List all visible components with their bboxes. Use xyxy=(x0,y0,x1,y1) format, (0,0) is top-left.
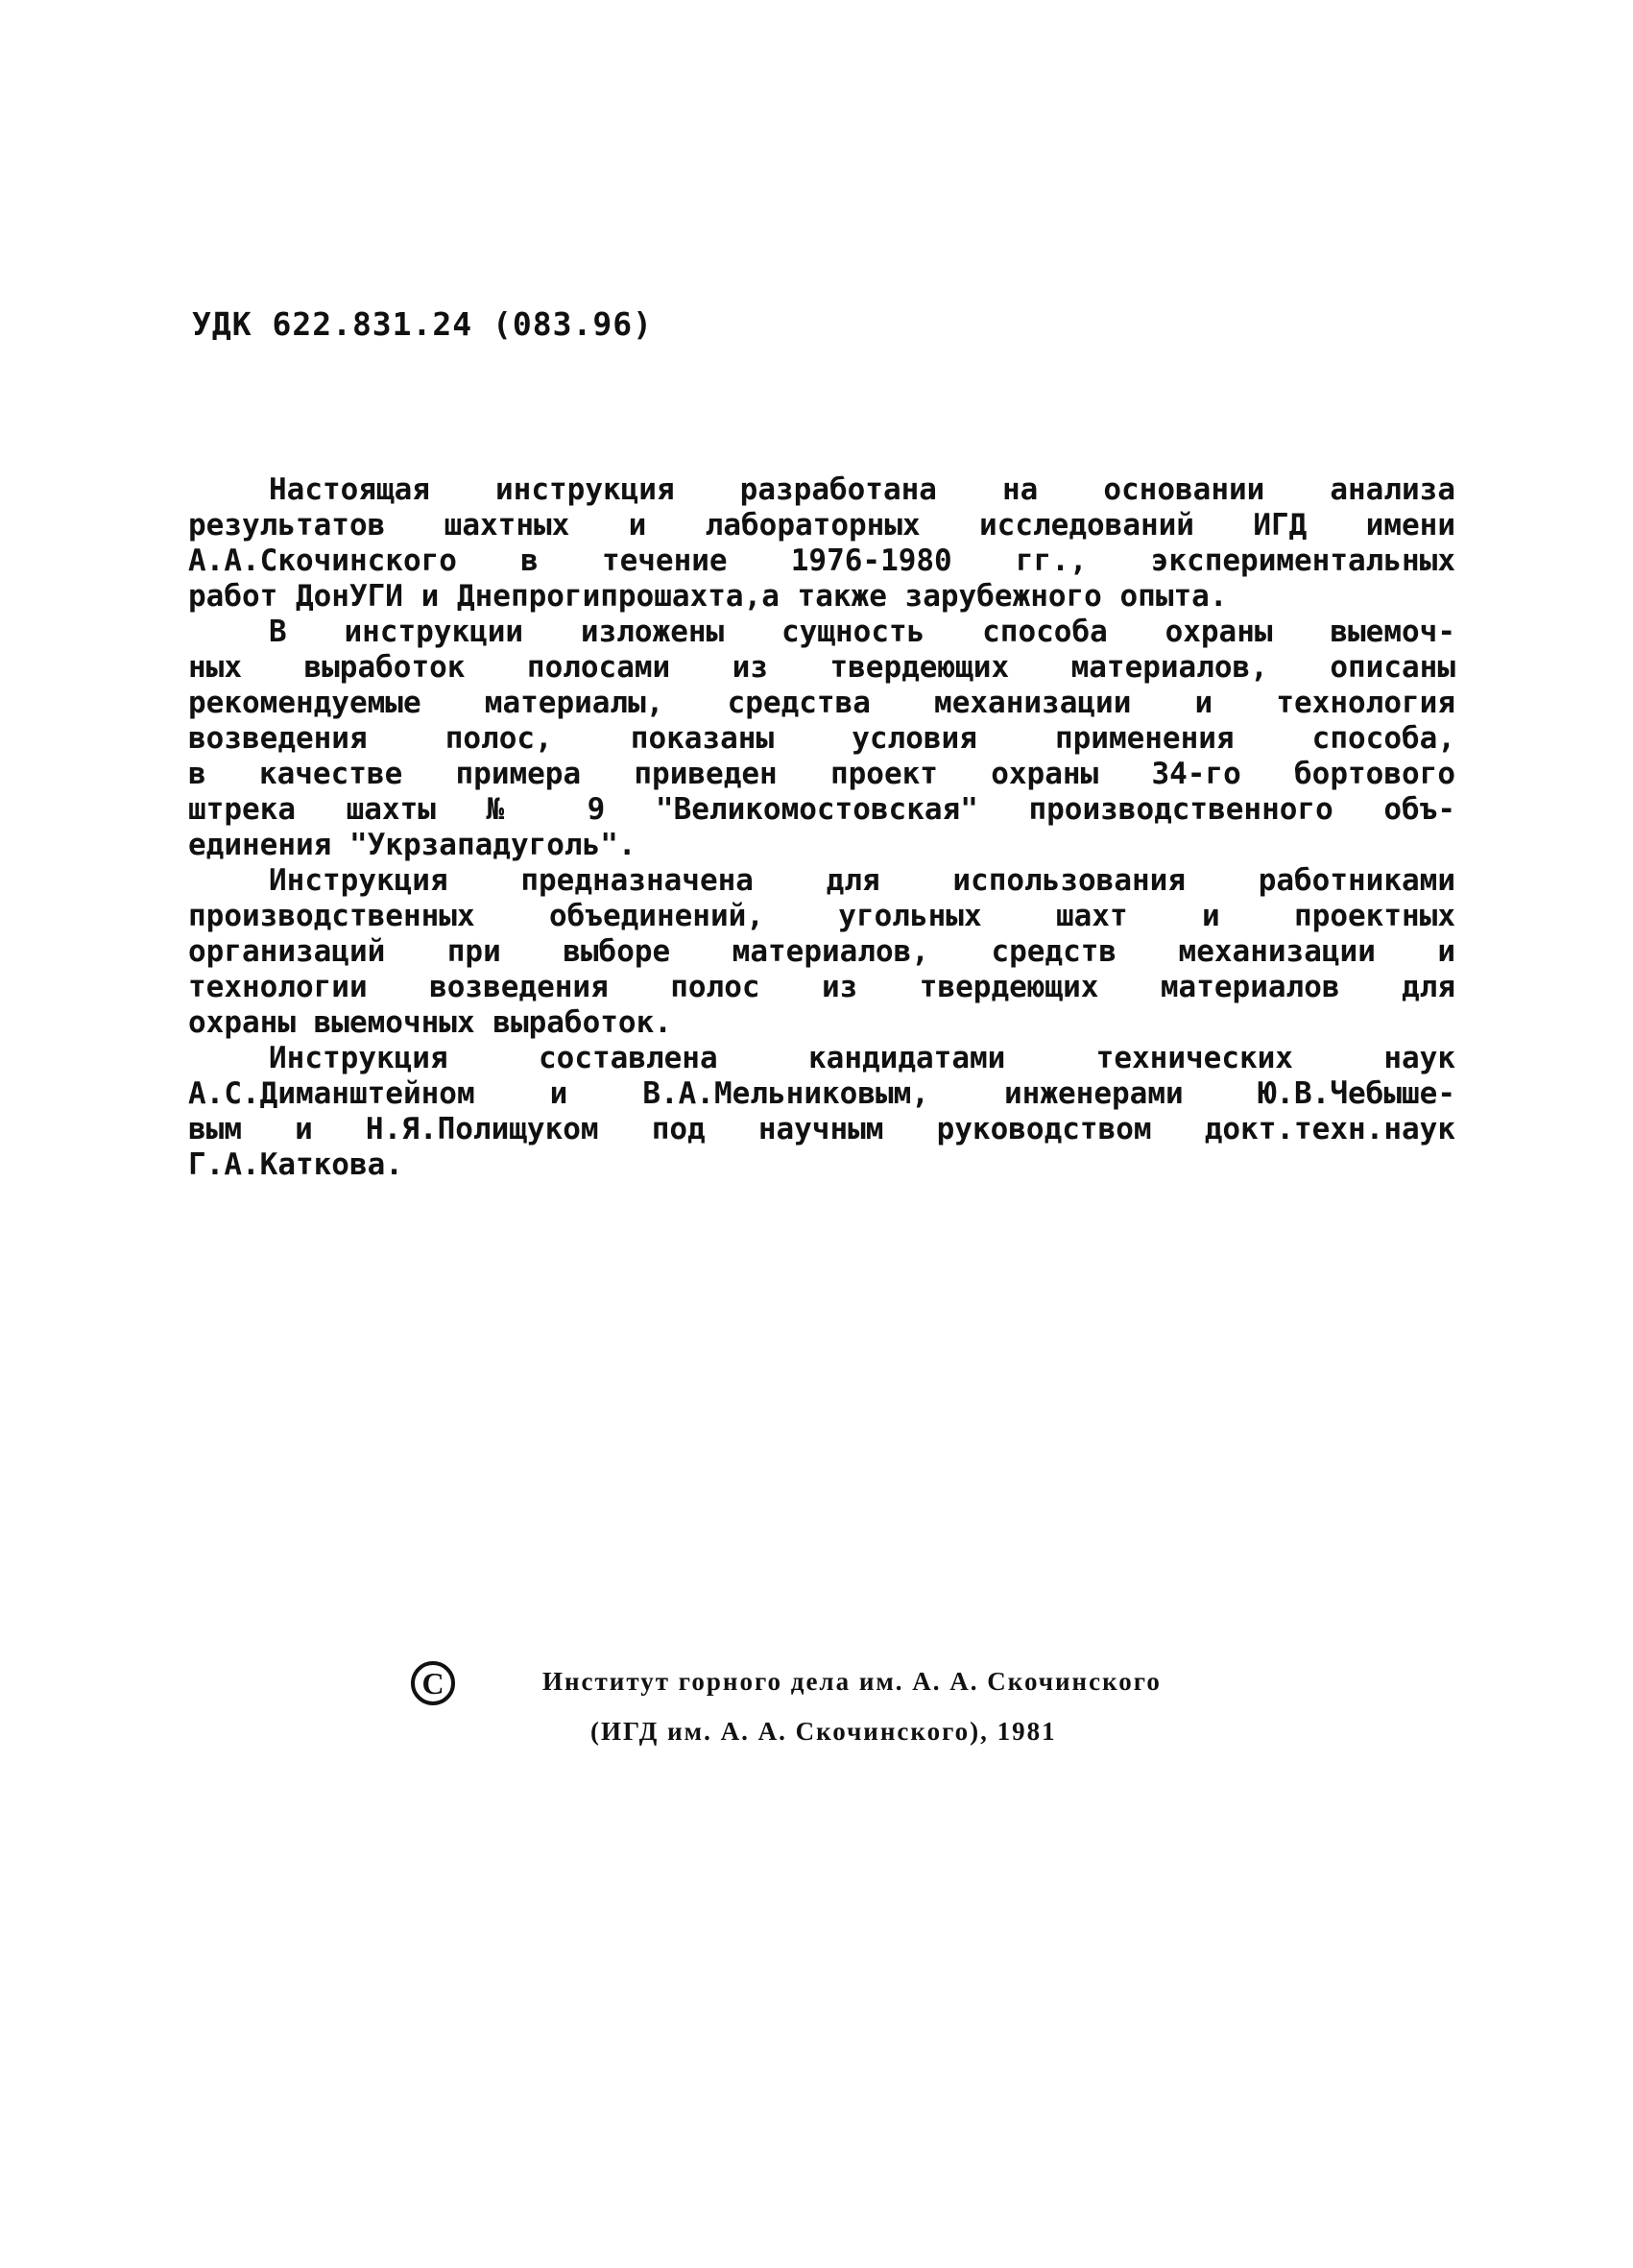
abstract-line: рекомендуемые материалы, средства механизации и технология xyxy=(188,686,1455,720)
abstract-line: вым и Н.Я.Полищуком под научным руководством докт.техн.наук xyxy=(188,1112,1455,1146)
abstract-text xyxy=(188,472,1455,1183)
abstract-line: работ ДонУГИ и Днепрогипрошахта,а также зарубежного опыта. xyxy=(188,579,1228,614)
abstract-line: Инструкция составлена кандидатами технических наук xyxy=(269,1041,1455,1075)
copyright-publisher: Институт горного дела им. А. А. Скочинского xyxy=(542,1667,1162,1696)
abstract-line: технологии возведения полос из твердеющих материалов для xyxy=(188,970,1455,1004)
abstract-line: штрека шахты № 9 "Великомостовская" производственного объ- xyxy=(188,792,1455,827)
copyright-icon: C xyxy=(411,1661,455,1705)
udk-code: УДК 622.831.24 (083.96) xyxy=(192,305,653,343)
abstract-line: В инструкции изложены сущность способа охраны выемоч- xyxy=(269,615,1455,649)
abstract-line: возведения полос, показаны условия применения способа, xyxy=(188,721,1455,756)
abstract-line: охраны выемочных выработок. xyxy=(188,1005,672,1040)
abstract-line: Инструкция предназначена для использования работниками xyxy=(269,863,1455,898)
abstract-line: А.А.Скочинского в течение 1976-1980 гг., экспериментальных xyxy=(188,543,1455,578)
abstract-line: А.С.Диманштейном и В.А.Мельниковым, инженерами Ю.В.Чебыше- xyxy=(188,1076,1455,1111)
abstract-line: Г.А.Каткова. xyxy=(188,1147,403,1182)
abstract-line: организаций при выборе материалов, средств механизации и xyxy=(188,934,1455,969)
copyright-year: (ИГД им. А. А. Скочинского), 1981 xyxy=(590,1717,1057,1746)
abstract-line: результатов шахтных и лабораторных исследований ИГД имени xyxy=(188,508,1455,543)
abstract-line: единения "Укрзападуголь". xyxy=(188,828,636,862)
abstract-line: производственных объединений, угольных шахт и проектных xyxy=(188,899,1455,933)
abstract-line: ных выработок полосами из твердеющих материалов, описаны xyxy=(188,650,1455,685)
abstract-line: Настоящая инструкция разработана на основании анализа xyxy=(269,472,1455,507)
abstract-line: в качестве примера приведен проект охраны 34-го бортового xyxy=(188,757,1455,791)
copyright-block xyxy=(403,1661,1267,1776)
